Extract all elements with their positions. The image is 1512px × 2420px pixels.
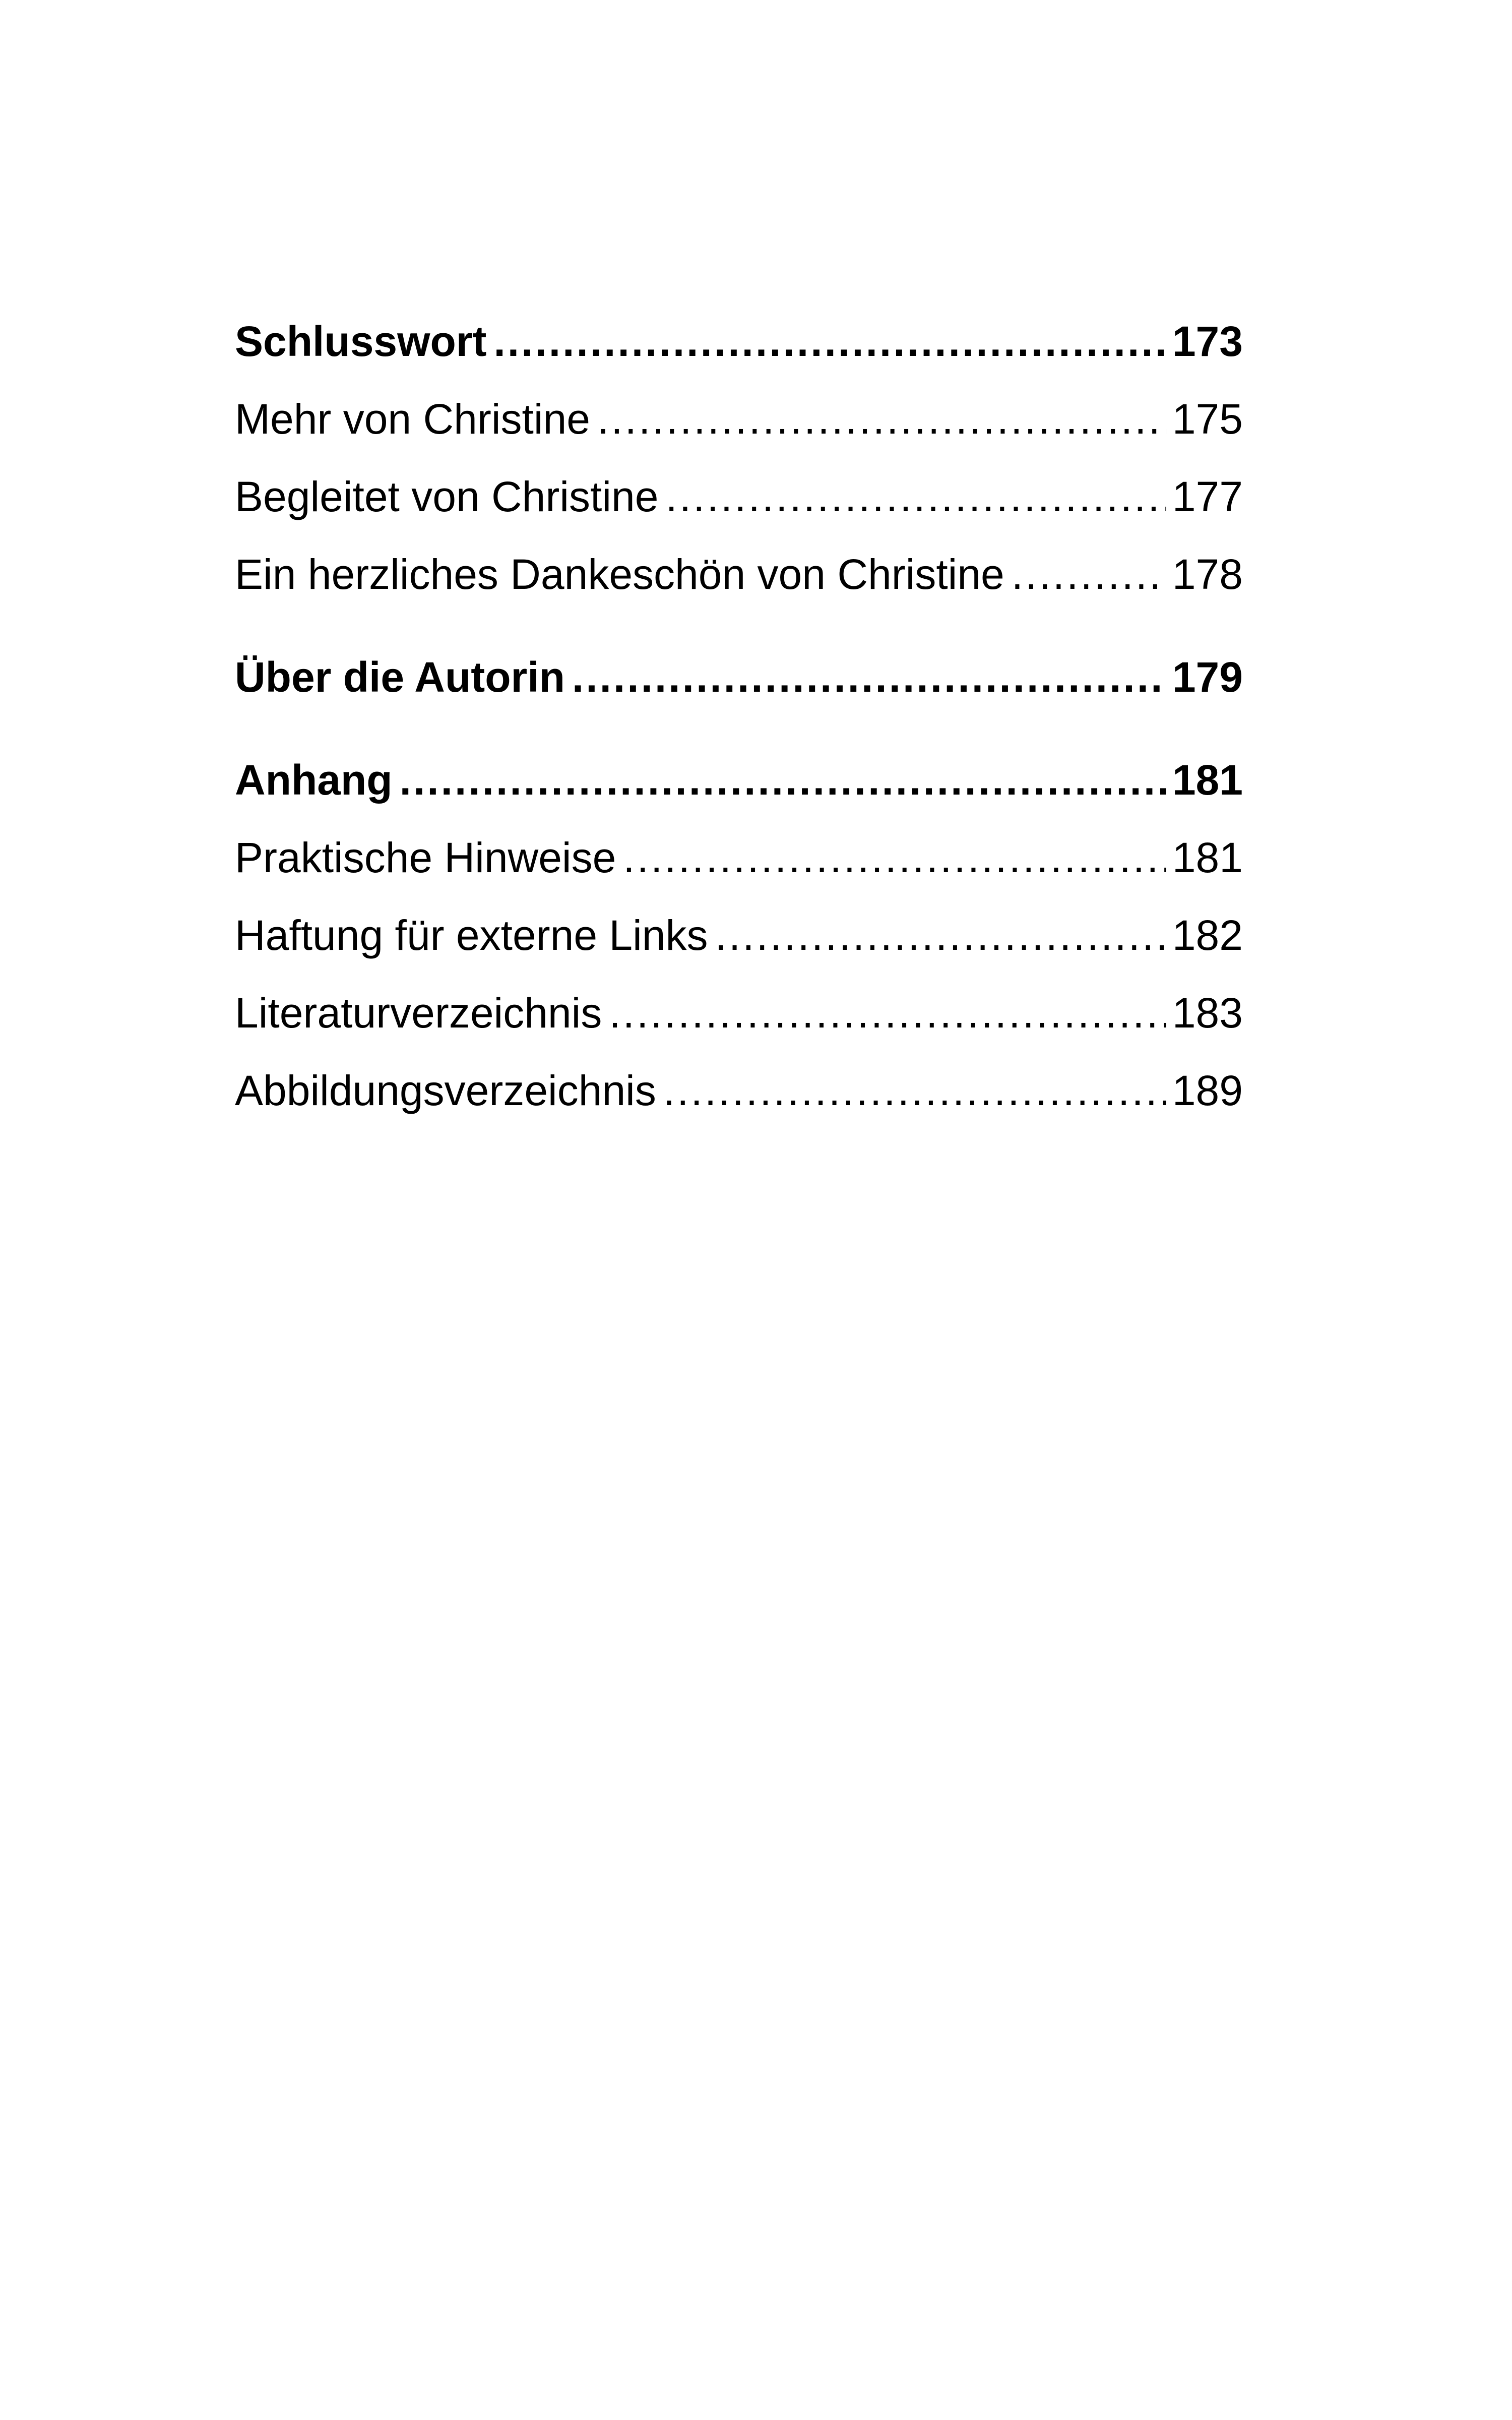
toc-entry-page: 183: [1172, 989, 1243, 1037]
toc-entry-page: 177: [1172, 473, 1243, 520]
toc-entry-page: 182: [1172, 912, 1243, 959]
toc-entry-title: Abbildungsverzeichnis: [235, 1067, 656, 1114]
toc-entry-page: 175: [1172, 395, 1243, 443]
toc-entry-page: 189: [1172, 1067, 1243, 1114]
toc-entry-dankeschoen[interactable]: [235, 535, 1243, 613]
toc-dot-leader: [665, 458, 1166, 535]
toc-dot-leader: [663, 1052, 1166, 1129]
toc-entry-anhang[interactable]: [235, 741, 1243, 819]
toc-entry-literaturverzeichnis[interactable]: [235, 974, 1243, 1052]
toc-entry-title: Schlusswort: [235, 318, 487, 365]
toc-entry-title: Praktische Hinweise: [235, 834, 616, 881]
toc-entry-title: Über die Autorin: [235, 653, 565, 701]
toc-entry-haftung-externe-links[interactable]: [235, 896, 1243, 974]
toc-dot-leader: [572, 638, 1166, 716]
toc-entry-page: 181: [1172, 756, 1243, 804]
toc-dot-leader: [400, 741, 1166, 819]
toc-entry-page: 173: [1172, 318, 1243, 365]
toc-entry-schlusswort[interactable]: [235, 302, 1243, 380]
toc-entry-title: Haftung für externe Links: [235, 912, 708, 959]
table-of-contents: [235, 302, 1243, 1129]
toc-dot-leader: [715, 896, 1166, 974]
toc-entry-abbildungsverzeichnis[interactable]: [235, 1052, 1243, 1129]
toc-dot-leader: [597, 380, 1166, 458]
toc-entry-praktische-hinweise[interactable]: [235, 819, 1243, 896]
toc-entry-title: Literaturverzeichnis: [235, 989, 602, 1037]
toc-entry-title: Ein herzliches Dankeschön von Christine: [235, 551, 1004, 598]
toc-entry-page: 178: [1172, 551, 1243, 598]
toc-entry-ueber-die-autorin[interactable]: [235, 638, 1243, 716]
toc-entry-title: Mehr von Christine: [235, 395, 590, 443]
toc-entry-page: 181: [1172, 834, 1243, 881]
toc-dot-leader: [493, 302, 1166, 380]
toc-dot-leader: [623, 819, 1166, 896]
toc-dot-leader: [1012, 535, 1166, 613]
toc-entry-title: Anhang: [235, 756, 393, 804]
toc-entry-begleitet-von-christine[interactable]: [235, 458, 1243, 535]
toc-entry-title: Begleitet von Christine: [235, 473, 659, 520]
toc-dot-leader: [609, 974, 1166, 1052]
toc-entry-mehr-von-christine[interactable]: [235, 380, 1243, 458]
toc-entry-page: 179: [1172, 653, 1243, 701]
